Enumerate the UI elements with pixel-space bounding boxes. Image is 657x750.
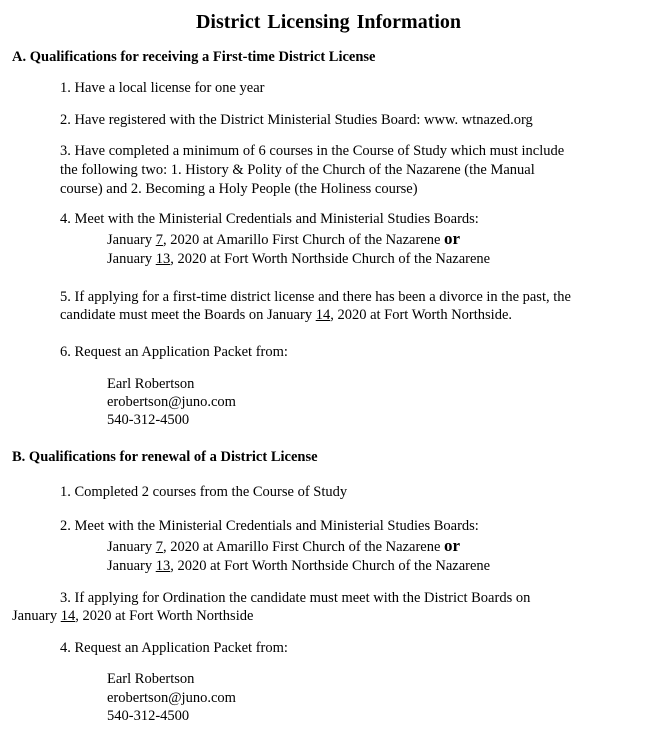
section-a-heading: A. Qualifications for receiving a First-time District License bbox=[12, 49, 376, 65]
date-day: 7 bbox=[155, 232, 163, 248]
or-text: or bbox=[444, 229, 461, 248]
a-item-5-line-2 bbox=[60, 306, 512, 324]
date-day: 13 bbox=[155, 558, 171, 574]
date-text: January bbox=[107, 232, 156, 248]
date-day: 14 bbox=[315, 307, 331, 323]
b-item-3-line-2 bbox=[12, 607, 253, 625]
section-b-heading: B. Qualifications for renewal of a District License bbox=[12, 449, 318, 465]
a-item-4-date-2 bbox=[107, 250, 490, 268]
b-item-2-date-1 bbox=[107, 537, 460, 556]
a-item-1: 1. Have a local license for one year bbox=[60, 80, 265, 96]
a-item-3-line-3: course) and 2. Becoming a Holy People (the Holiness course) bbox=[60, 181, 418, 197]
date-location: , 2020 at Fort Worth Northside Church of the Nazarene bbox=[170, 558, 491, 574]
text: January bbox=[12, 608, 61, 624]
text: , 2020 at Fort Worth Northside. bbox=[330, 307, 513, 323]
date-location: , 2020 at Amarillo First Church of the Nazarene bbox=[162, 232, 445, 248]
date-text: January bbox=[107, 539, 156, 555]
a-contact-email[interactable]: erobertson@juno.com bbox=[107, 394, 236, 410]
b-item-2-date-2 bbox=[107, 557, 490, 575]
b-item-2: 2. Meet with the Ministerial Credentials and Ministerial Studies Boards: bbox=[60, 518, 479, 534]
b-item-4: 4. Request an Application Packet from: bbox=[60, 640, 288, 656]
a-item-3-line-1: 3. Have completed a minimum of 6 courses in the Course of Study which must include bbox=[60, 143, 565, 159]
a-item-4-date-1 bbox=[107, 230, 460, 249]
a-item-3-line-2: the following two: 1. History & Polity of the Church of the Nazarene (the Manual bbox=[60, 162, 535, 178]
b-contact-phone: 540-312-4500 bbox=[107, 708, 190, 724]
a-contact-name: Earl Robertson bbox=[107, 376, 195, 392]
a-item-4: 4. Meet with the Ministerial Credentials and Ministerial Studies Boards: bbox=[60, 211, 479, 227]
date-day: 7 bbox=[155, 539, 163, 555]
b-item-1: 1. Completed 2 courses from the Course of Study bbox=[60, 484, 348, 500]
a-item-2: 2. Have registered with the District Ministerial Studies Board: www. wtnazed.org bbox=[60, 112, 533, 128]
b-contact-email[interactable]: erobertson@juno.com bbox=[107, 690, 236, 706]
b-item-3-line-1: 3. If applying for Ordination the candidate must meet with the District Boards on bbox=[60, 590, 531, 606]
date-location: , 2020 at Amarillo First Church of the Nazarene bbox=[162, 539, 445, 555]
a-item-6: 6. Request an Application Packet from: bbox=[60, 344, 288, 360]
b-contact-name: Earl Robertson bbox=[107, 671, 195, 687]
date-location: , 2020 at Fort Worth Northside Church of the Nazarene bbox=[170, 251, 491, 267]
page-title: District Licensing Information bbox=[195, 11, 462, 33]
text: , 2020 at Fort Worth Northside bbox=[75, 608, 254, 624]
text: candidate must meet the Boards on January bbox=[60, 307, 316, 323]
or-text: or bbox=[444, 536, 461, 555]
date-day: 13 bbox=[155, 251, 171, 267]
date-day: 14 bbox=[60, 608, 76, 624]
a-item-5-line-1: 5. If applying for a first-time district license and there has been a divorce in the past, the bbox=[60, 289, 571, 305]
date-text: January bbox=[107, 558, 156, 574]
a-contact-phone: 540-312-4500 bbox=[107, 412, 190, 428]
date-text: January bbox=[107, 251, 156, 267]
